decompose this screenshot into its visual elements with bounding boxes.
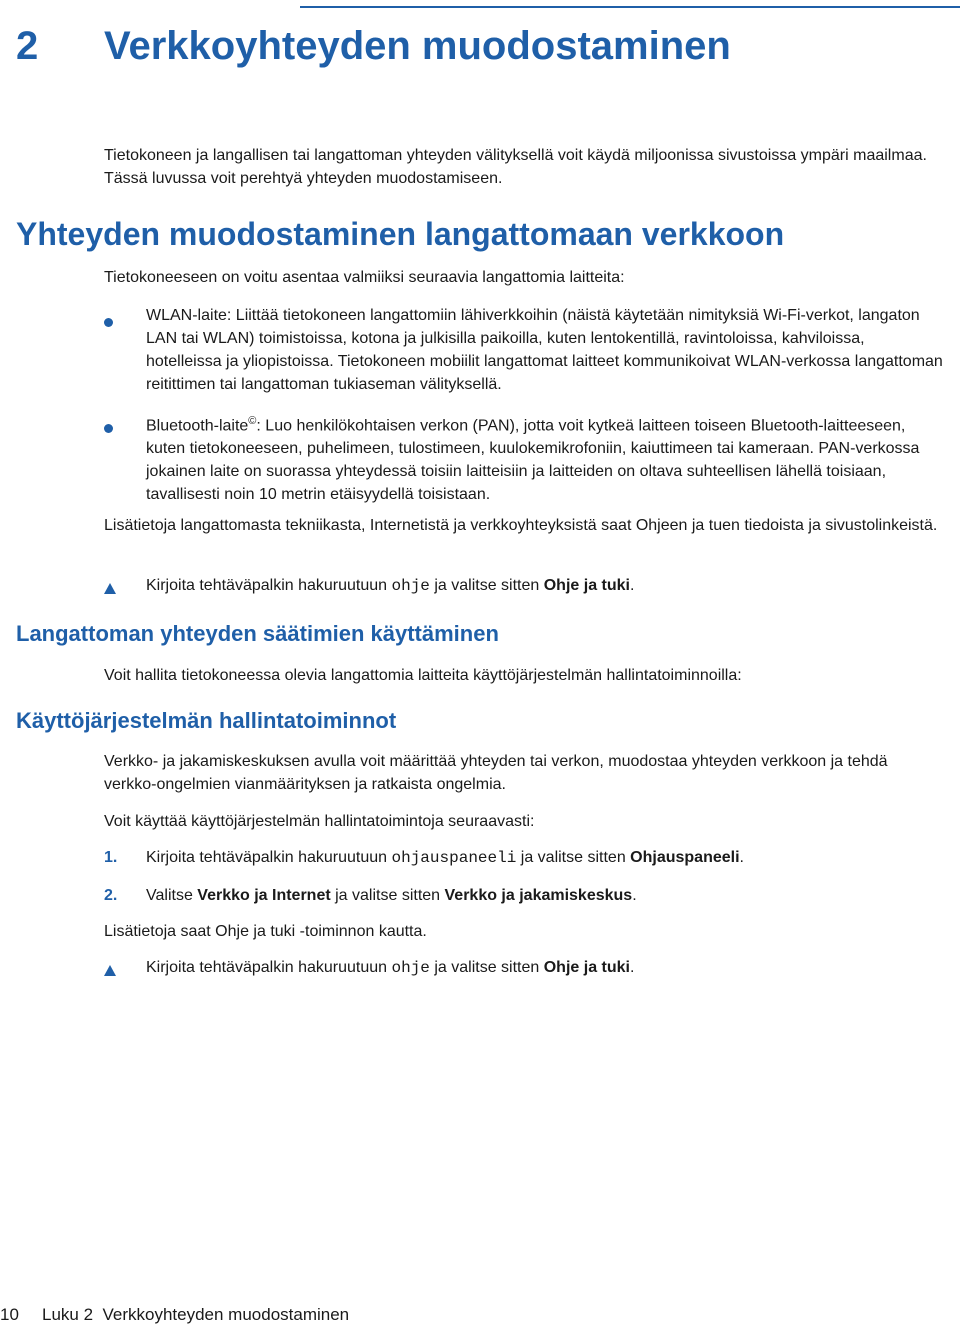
bullet-bluetooth-title: Bluetooth-laite — [146, 417, 249, 435]
more-info-paragraph: Lisätietoja langattomasta tekniikasta, Internetistä ja verkkoyhteyksistä saat Ohjeen ja tuen tiedoista ja sivustolinkeistä. — [104, 517, 938, 534]
numbered-step-2 — [104, 884, 944, 907]
chapter-number: 2 — [16, 24, 39, 68]
section-heading-os-controls: Käyttöjärjestelmän hallintatoiminnot — [16, 708, 397, 733]
numbered-step-1 — [104, 846, 944, 870]
step-text: Valitse — [146, 887, 198, 904]
section-heading-wireless: Yhteyden muodostaminen langattomaan verkkoon — [16, 216, 785, 252]
step-help-2 — [104, 956, 944, 980]
intro-paragraph: Tietokoneen ja langallisen tai langattoman yhteyden välityksellä voit käydä miljoonissa sivustoissa ympäri maailmaa. Tässä luvussa voit perehtyä yhteyden muodostamiseen. — [104, 147, 927, 187]
bullet-wlan — [104, 304, 944, 396]
chapter-title: Verkkoyhteyden muodostaminen — [104, 24, 731, 68]
controls-paragraph: Voit hallita tietokoneessa olevia langattomia laitteita käyttöjärjestelmän hallintatoiminnoilla: — [104, 667, 742, 684]
step-text-mid: ja valitse sitten — [429, 959, 544, 976]
bullet-dot-icon — [104, 424, 113, 433]
step-text: Kirjoita tehtäväpalkin hakuruutuun — [146, 959, 392, 976]
bullet-dot-icon — [104, 318, 113, 327]
step-text-end: . — [632, 887, 637, 904]
step-text: Kirjoita tehtäväpalkin hakuruutuun — [146, 849, 392, 866]
page-footer — [0, 1302, 349, 1328]
copyright-mark: © — [248, 415, 257, 427]
step-text-end: . — [629, 577, 635, 594]
step-number: 1. — [104, 849, 118, 866]
step-text-mid: ja valitse sitten — [330, 887, 445, 904]
network-internet-label: Verkko ja Internet — [197, 887, 331, 904]
step-text: Kirjoita tehtäväpalkin hakuruutuun — [146, 577, 392, 594]
step-text-mid: ja valitse sitten — [516, 849, 631, 866]
bullet-bluetooth-text: : Luo henkilökohtaisen verkon (PAN), jotta voit kytkeä laitteen toiseen Bluetooth-laitteeseen, kuten tietokoneeseen, puhelimeen, tulostimeen, kuulokemikrofoniin, kaiuttimeen tai kameraan. PAN-verkossa jokainen laite on suorassa yhteydessä toisiin laitteisiin ja laitteiden on oltava suhteellisen lähellä toisiaan, tavallisesti noin 10 metrin etäisyydellä toisistaan. — [146, 417, 920, 504]
step-number: 2. — [104, 887, 118, 904]
triangle-step-icon — [104, 583, 116, 594]
search-term-code: ohje — [391, 959, 430, 977]
os-controls-lead: Voit käyttää käyttöjärjestelmän hallintatoimintoja seuraavasti: — [104, 813, 535, 830]
section-heading-controls: Langattoman yhteyden säätimien käyttäminen — [16, 621, 499, 646]
step-text-end: . — [629, 959, 635, 976]
control-panel-label: Ohjauspaneeli — [630, 849, 740, 866]
bullet-wlan-text: WLAN-laite: Liittää tietokoneen langattomiin lähiverkkoihin (näistä käytetään nimityksiä Wi-Fi-verkot, langaton LAN tai WLAN) toimistoissa, kotona ja julkisilla paikoilla, kuten lentokentillä, ravintoloissa, kahviloissa, hotelleissa ja yliopistoissa. Tietokoneen mobiilit langattomat laitteet kommunikoivat WLAN-verkossa langattoman reitittimen tai langattoman tukiaseman välityksellä. — [146, 307, 943, 393]
network-center-paragraph: Verkko- ja jakamiskeskuksen avulla voit määrittää yhteyden tai verkon, muodostaa yhteyden verkkoon ja tehdä verkko-ongelmien vianmäärityksen ja ratkaista ongelmia. — [104, 753, 888, 793]
search-term-code: ohje — [391, 577, 430, 595]
help-and-support-label: Ohje ja tuki — [543, 577, 630, 594]
search-term-code: ohjauspaneeli — [391, 849, 517, 867]
network-sharing-center-label: Verkko ja jakamiskeskus — [444, 887, 633, 904]
footer-chapter: Luku 2 Verkkoyhteyden muodostaminen — [42, 1305, 350, 1324]
step-text-end: . — [739, 849, 744, 866]
wireless-lead: Tietokoneeseen on voitu asentaa valmiiksi seuraavia langattomia laitteita: — [104, 269, 625, 286]
help-info-paragraph: Lisätietoja saat Ohje ja tuki -toiminnon kautta. — [104, 923, 427, 940]
top-rule — [300, 6, 960, 8]
help-and-support-label: Ohje ja tuki — [543, 959, 630, 976]
page-number: 10 — [0, 1305, 19, 1324]
bullet-bluetooth — [104, 410, 944, 506]
step-text-mid: ja valitse sitten — [429, 577, 544, 594]
step-help-1 — [104, 574, 944, 598]
triangle-step-icon — [104, 965, 116, 976]
